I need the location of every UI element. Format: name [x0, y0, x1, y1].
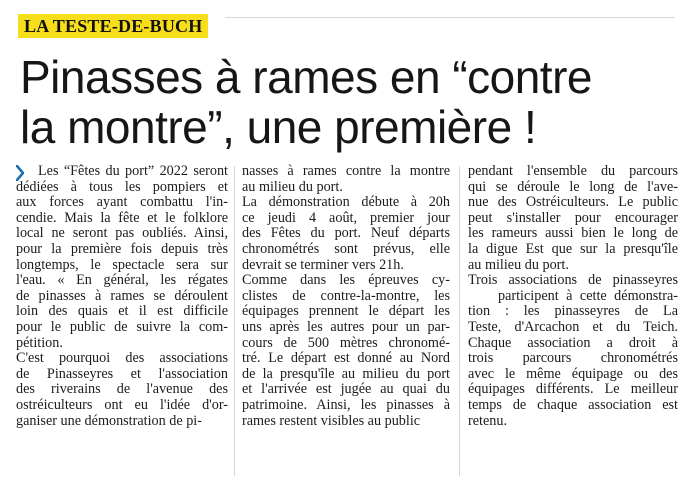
article-line: les rameurs aussi bien le long de: [468, 226, 678, 242]
article-line: dédiées à tous les pompiers et: [16, 179, 228, 195]
article-line: pétition.: [16, 335, 63, 351]
article-line: devrait se terminer vers 21h.: [242, 257, 404, 273]
headline-line-2: la montre”, une première !: [20, 101, 537, 153]
article-line: Teste, d'Arcachon et du Teich.: [468, 319, 678, 335]
article-line: équipages prennent le départ les: [242, 304, 450, 320]
article-line: trois parcours chronométrés: [468, 351, 678, 367]
article-line: de la presqu'île au milieu du port: [242, 366, 450, 382]
article-line: pendant l'ensemble du parcours: [468, 164, 678, 179]
article-line: Chaque association a droit à: [468, 335, 678, 351]
article-line: et l'arrivée est jugée au quai du: [242, 382, 450, 398]
article-line: Les “Fêtes du port” 2022 seront: [38, 164, 228, 179]
article-line: temps de chaque association est: [468, 397, 678, 413]
article-line: la digue Est que sur la presqu'île: [468, 241, 678, 257]
article-line: des Fêtes du port. Neuf départs: [242, 226, 450, 242]
article-line: participent à cette démonstra-: [498, 288, 678, 304]
article-line: au milieu du port.: [242, 179, 343, 195]
top-rule-divider: [225, 17, 675, 18]
column-divider: [459, 166, 460, 476]
article-line: longtemps, le spectacle sera sur: [16, 257, 228, 273]
article-column-2: [242, 164, 450, 429]
article-line: tré. Le départ est donné au Nord: [242, 351, 450, 367]
article-line: au milieu du port.: [468, 257, 569, 273]
article-column-1: [16, 164, 228, 429]
article-line: clistes de contre-la-montre, les: [242, 288, 450, 304]
article-line: équipages différents. Le meilleur: [468, 382, 678, 398]
article-line: local ne seront pas oubliés. Ainsi,: [16, 226, 228, 242]
article-line: La démonstration débute à 20h: [242, 195, 450, 211]
headline-line-1: Pinasses à rames en “contre: [20, 51, 592, 103]
article-line: de pinasses à rames se déroulent: [16, 288, 228, 304]
article-line: avec le même équipage ou des: [468, 366, 678, 382]
article-line: cours de 500 mètres chronomé-: [242, 335, 450, 351]
article-line: patrimoine. Ainsi, les pinasses à: [242, 397, 450, 413]
article-line: Trois associations de pinasseyres: [468, 273, 678, 289]
column-divider: [234, 166, 235, 476]
article-line: tion : les pinasseyres de La: [468, 304, 678, 320]
article-line: pour le public de suivre la com-: [16, 319, 228, 335]
article-line: ganiser une démonstration de pi-: [16, 413, 202, 429]
article-line: retenu.: [468, 413, 507, 429]
article-headline: [20, 52, 670, 152]
article-line: peut s'installer pour encourager: [468, 210, 678, 226]
article-line: uns après les autres pour un par-: [242, 319, 450, 335]
article-line: nue des Ostréiculteurs. Le public: [468, 195, 678, 211]
article-line: C'est pourquoi des associations: [16, 351, 228, 367]
article-line: Comme dans les épreuves cy-: [242, 273, 450, 289]
article-line: rames restent visibles au public: [242, 413, 421, 429]
article-line: cendie. Mais la fête et le folklore: [16, 210, 228, 226]
article-line: de Pinasseyres et l'association: [16, 366, 228, 382]
section-kicker: LA TESTE-DE-BUCH: [18, 14, 208, 38]
article-line: l'eau. « En général, les régates: [16, 273, 228, 289]
article-line: loin des quais et il est difficile: [16, 304, 228, 320]
article-line: ce jeudi 4 août, premier jour: [242, 210, 450, 226]
article-line: pour la première fois depuis très: [16, 241, 228, 257]
article-line: ostréiculteurs ont eu l'idée d'or-: [16, 397, 228, 413]
article-line: des riverains de l'avenue des: [16, 382, 228, 398]
article-line: nasses à rames contre la montre: [242, 164, 450, 179]
article-line: qui se déroule le long de l'ave-: [468, 179, 678, 195]
article-column-3: [468, 164, 678, 429]
article-line: aux forces ayant combattu l'in-: [16, 195, 228, 211]
article-line: chronométrés sont prévus, elle: [242, 241, 450, 257]
